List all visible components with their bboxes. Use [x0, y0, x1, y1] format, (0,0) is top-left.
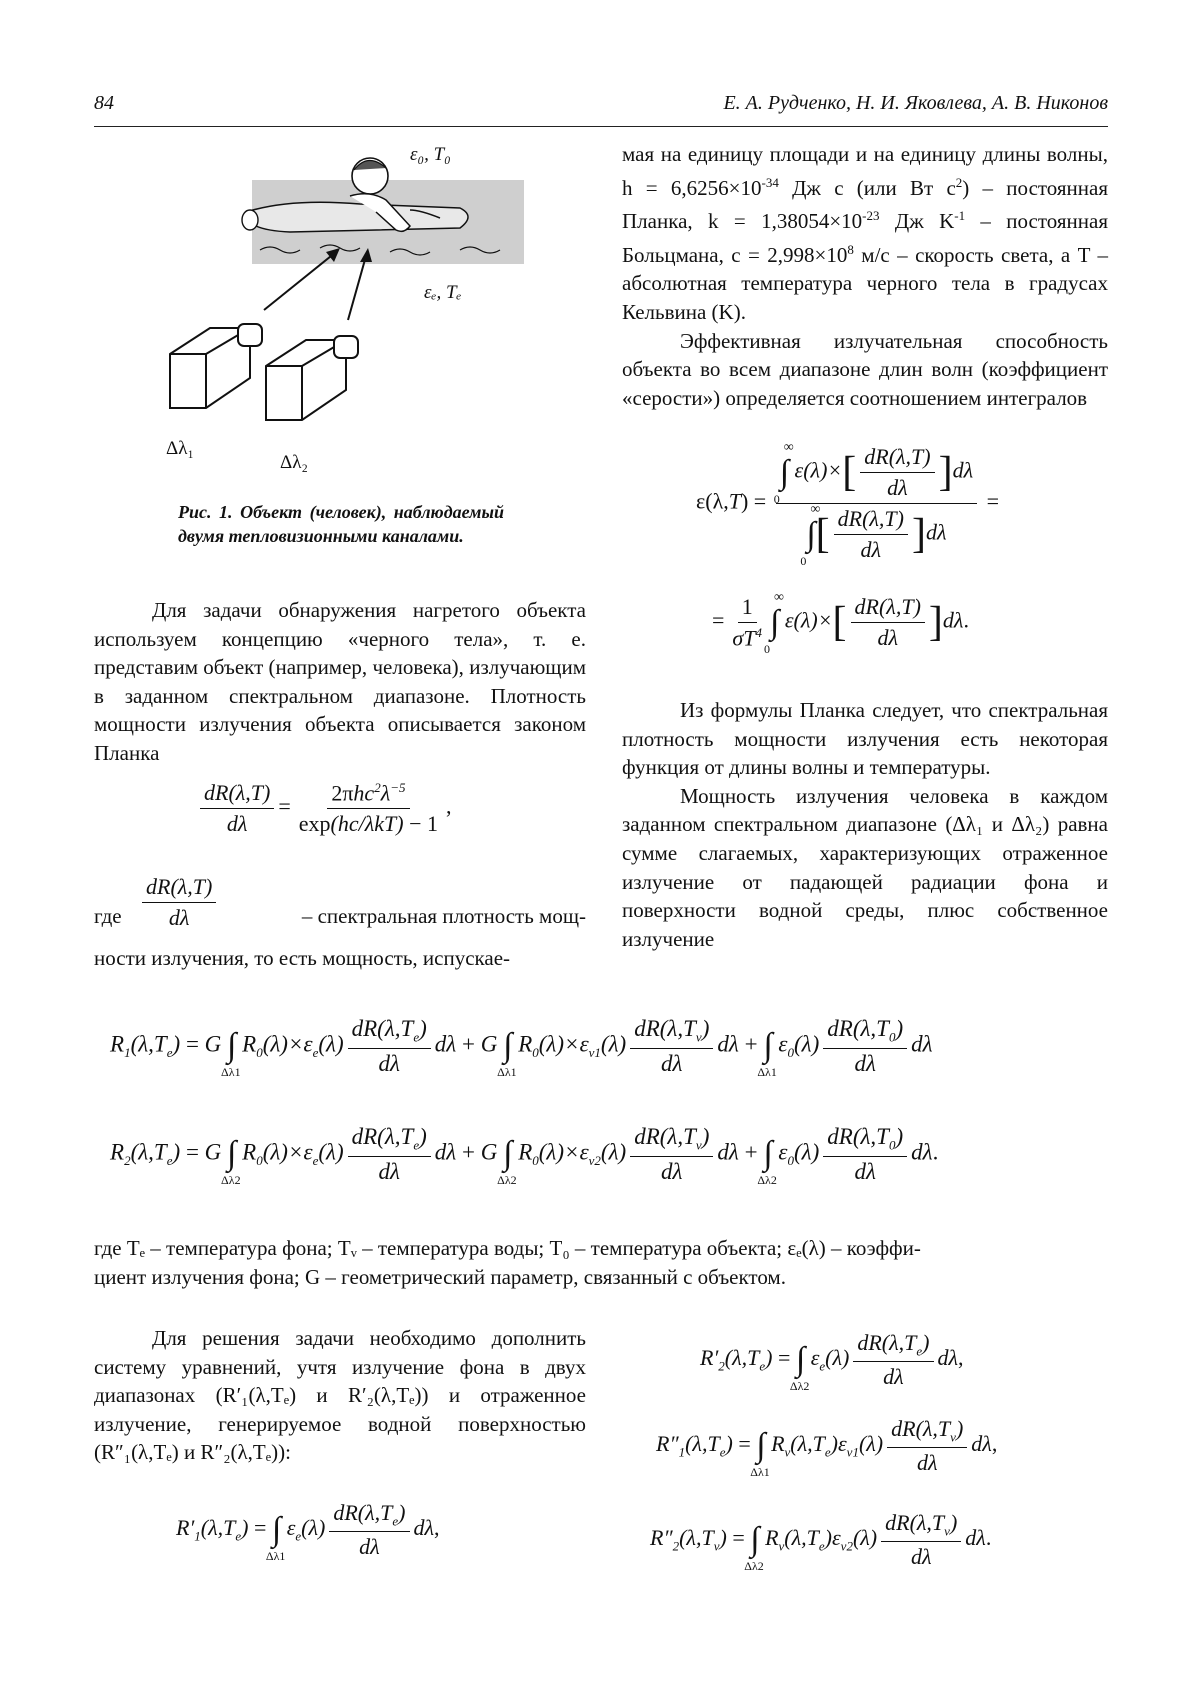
where-prefix: где — [94, 904, 122, 928]
header-rule — [94, 126, 1108, 127]
right-column-text — [622, 140, 1108, 412]
label-background: εₑ, Tₑ — [424, 282, 462, 303]
definitions-line-2: циент излучения фона; G – геометрический параметр, связанный с объектом. — [94, 1264, 786, 1289]
paragraph-planck-consequence: Из формулы Планка следует, что спектральная плотность мощности излучения есть некоторая функция от длины волны и температуры. — [622, 698, 1108, 780]
label-channel-1: Δλ₁ — [166, 438, 195, 459]
camera-2-shape — [266, 336, 358, 420]
formula-R2-double-prime: $R''_2(\lambda,T_v)$ = ∫ Δλ2 $R_v(\lambda,T_e)\varepsilon_{v2}(\lambda)$ $\frac{dR(\lambda,T_v)}{d\lambda}$ dλ. — [650, 1510, 992, 1574]
definitions-line-1: где Tₑ – температура фона; Tᵥ – температура воды; T₀ – температура объекта; εₑ(λ) – коэффи- — [94, 1236, 921, 1260]
formula-R2-prime: $R'_2(\lambda,T_e)$ = ∫ Δλ2 $\varepsilon_e(\lambda)$ $\frac{dR(\lambda,T_e)}{d\lambda}$ dλ, — [700, 1330, 964, 1394]
definition-line — [94, 874, 586, 944]
figure-1 — [160, 140, 540, 480]
full-width-definitions — [94, 1234, 1108, 1291]
label-object: ε₀, T₀ — [410, 144, 451, 165]
paragraph-effective-emissivity: Эффективная излучательная способность объекта во всем диапазоне длин волн (коэффициент «серости») определяется соотношением интегралов — [622, 328, 1108, 410]
page-number: 84 — [94, 92, 114, 114]
paragraph-human-radiation: Мощность излучения человека в каждом заданном спектральном диапазоне (Δλ₁ и Δλ₂) равна сумме слагаемых, характеризующих отраженное излучение от падающей радиации фона и поверхности водной среды, плюс собственное излучение — [622, 783, 1108, 951]
where-definition: – спектральная плотность мощ- — [301, 904, 586, 928]
formula-emissivity: ε(λ,T) = ∫ ∞ 0 ε(λ)×[ $\frac{dR(\lambda,T)}{d\lambda}$ ]dλ ∫ ∞ 0 [ $\frac{dR(\lambda,T)}{d\lambda}$ ]dλ = — [696, 439, 1000, 568]
log-shape — [246, 202, 468, 232]
paragraph-continuation: ности излучения, то есть мощность, испускае- — [94, 946, 511, 970]
formula-R1-prime: $R'_1(\lambda,T_e)$ = ∫ Δλ1 $\varepsilon_e(\lambda)$ $\frac{dR(\lambda,T_e)}{d\lambda}$ dλ, — [176, 1500, 440, 1564]
left-column-text — [94, 596, 586, 768]
paragraph-constants: мая на единицу площади и на единицу длины волны, $h = 6,6256\times 10^{-34}$ Дж с (или Вт $с^2$) – постоянная Планка, $k = 1,38054\times 10^{-23}$ Дж $K^{-1}$ – постоянная Больцмана, $c = 2,998\times 10^8$ м/с – скорость света, а T – абсолютная температура черного тела в градусах Кельвина (K). — [622, 142, 1109, 324]
formula-R1-double-prime: $R''_1(\lambda,T_e)$ = ∫ Δλ1 $R_v(\lambda,T_e)\varepsilon_{v1}(\lambda)$ $\frac{dR(\lambda,T_v)}{d\lambda}$ dλ, — [656, 1416, 998, 1480]
formula-R1: $R_1(\lambda,T_e) = G$ ∫ Δλ1 $R_0(\lambda)\times\varepsilon_e(\lambda)$ $\frac{dR(\lambda,T_e)}{d\lambda}$ dλ + G ∫ Δλ1 $R_0(\lambda)\times\varepsilon_{v1}(\lambda)$ $\frac{dR(\lambda,T_v)}{d\lambda}$ dλ + ∫ Δλ1 $\varepsilon_0(\lambda)$ $\frac{dR(\lambda,T_0)}{d\lambda}$ dλ — [110, 1016, 933, 1080]
formula-dR-fraction: $\frac{dR(\lambda,T)}{d\lambda}$ — [138, 874, 220, 931]
bottom-left-text — [94, 1324, 586, 1467]
right-column-text-2 — [622, 696, 1108, 953]
camera-1-shape — [170, 324, 262, 408]
figure-caption: Рис. 1. Объект (человек), наблюдаемый двумя тепловизионными каналами. — [178, 502, 504, 546]
formula-emissivity-2: = $\frac{1}{\sigma T^4}$ ∫ ∞ 0 ε(λ)×[ $\frac{dR(\lambda,T)}{d\lambda}$ ]dλ. — [712, 589, 969, 656]
left-column-continuation — [94, 944, 586, 973]
figure-illustration — [160, 140, 540, 480]
paragraph-planck-intro: Для задачи обнаружения нагретого объекта используем концепцию «черного тела», т. е. представим объект (например, человека), излучающим в заданном спектральном диапазоне. Плотность мощности излучения объекта описывается законом Планка — [94, 598, 586, 765]
formula-R2: $R_2(\lambda,T_e) = G$ ∫ Δλ2 $R_0(\lambda)\times\varepsilon_e(\lambda)$ $\frac{dR(\lambda,T_e)}{d\lambda}$ dλ + G ∫ Δλ2 $R_0(\lambda)\times\varepsilon_{v2}(\lambda)$ $\frac{dR(\lambda,T_v)}{d\lambda}$ dλ + ∫ Δλ2 $\varepsilon_0(\lambda)$ $\frac{dR(\lambda,T_0)}{d\lambda}$ dλ. — [110, 1124, 939, 1188]
running-head-authors: Е. А. Рудченко, Н. И. Яковлева, А. В. Никонов — [723, 92, 1108, 114]
formula-planck: $\frac{dR(\lambda,T)}{d\lambda}$ = $\frac{2\pi hc^2\lambda^{-5}}{\text{exp(hc/λkT) − 1}}$ , — [196, 780, 452, 837]
label-channel-2: Δλ₂ — [280, 452, 309, 473]
paragraph-background-system: Для решения задачи необходимо дополнить систему уравнений, учтя излучение фона в двух диапазонах (R′₁(λ,Tₑ) и R′₂(λ,Tₑ)) и отраженное излучение, генерируемое водной поверхностью (R″₁(λ,Tₑ) и R″₂(λ,Tₑ)): — [94, 1326, 586, 1465]
